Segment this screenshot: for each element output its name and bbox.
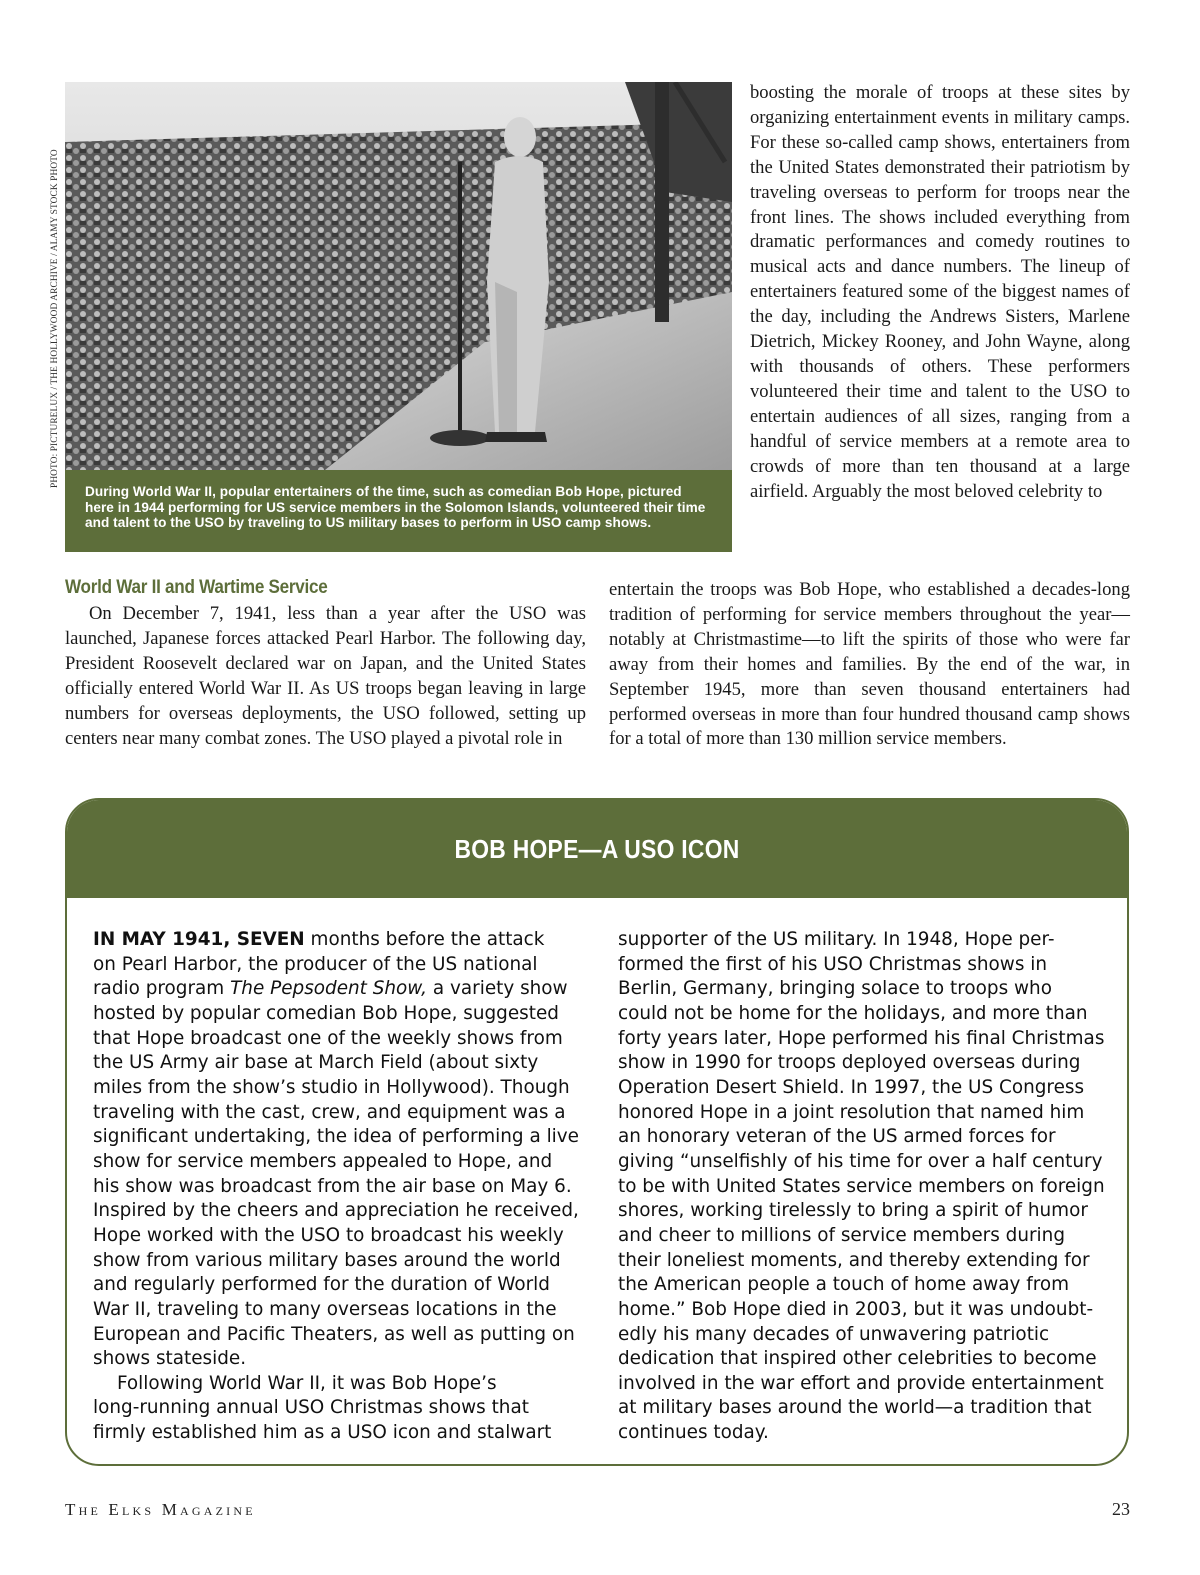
sidebar-line: shows stateside. — [93, 1348, 247, 1370]
sidebar-line: at military bases around the world—a tradition that — [618, 1397, 1092, 1419]
article-text-right-bottom: entertain the troops was Bob Hope, who established a decades-long tradition of performing for service members throughout the year—notably at Christmastime—to lift the spirits of those who were far away from their homes and families. By the end of the war, in September 1945, more than seven thousand entertainers had performed overseas in more than four hundred thousand camp shows for a total of more than 130 million service members. — [609, 579, 1130, 750]
sidebar-line: long-running annual USO Christmas shows that — [93, 1397, 529, 1419]
sidebar-line: supporter of the US military. In 1948, Hope per- — [618, 929, 1055, 950]
photo-illustration — [65, 82, 732, 470]
sidebar-box — [65, 798, 1129, 1466]
sidebar-line: honored Hope in a joint resolution that named him — [618, 1101, 1085, 1123]
section-heading: World War II and Wartime Service — [65, 577, 328, 598]
sidebar-line: show for service members appealed to Hope, and — [93, 1150, 553, 1172]
sidebar-line: and cheer to millions of service members during — [618, 1224, 1065, 1246]
sidebar-line: radio program The Pepsodent Show, a variety show — [93, 978, 568, 1000]
sidebar-line: hosted by popular comedian Bob Hope, suggested — [93, 1002, 559, 1024]
sidebar-line: his show was broadcast from the air base on May 6. — [93, 1175, 572, 1197]
sidebar-line: the American people a touch of home away from — [618, 1274, 1070, 1296]
sidebar-line: the US Army air base at March Field (about sixty — [93, 1052, 539, 1074]
sidebar-line: significant undertaking, the idea of performing a live — [93, 1126, 579, 1148]
article-text-right-top: boosting the morale of troops at these sites by organizing entertainment events in military camps. For these so-called camp shows, entertainers from the United States demonstrated their patriotism by traveling overseas to perform for troops near the front lines. The shows included everything from dramatic performances and comedy routines to musical acts and dance numbers. The lineup of entertainers featured some of the biggest names of the day, including the Andrews Sisters, Marlene Dietrich, Mickey Rooney, and John Wayne, along with thousands of others. These performers volunteered their time and talent to the USO to entertain audiences of all sizes, ranging from a handful of service members at a remote area to crowds of more than ten thousand at a large airfield. Arguably the most beloved celebrity to — [750, 82, 1130, 502]
sidebar-line: on Pearl Harbor, the producer of the US national — [93, 953, 538, 975]
sidebar-line: Following World War II, it was Bob Hope’s — [117, 1372, 497, 1394]
sidebar-header — [67, 800, 1127, 898]
sidebar-line: giving “unselfishly of his time for over a half century — [618, 1150, 1103, 1172]
sidebar-line: shores, working tirelessly to bring a spirit of humor — [618, 1200, 1088, 1222]
show-title: The Pepsodent Show, — [230, 978, 428, 1000]
sidebar-line: traveling with the cast, crew, and equipment was a — [93, 1101, 566, 1123]
sidebar-line: home.” Bob Hope died in 2003, but it was undoubt- — [618, 1298, 1094, 1320]
photo-caption: During World War II, popular entertainers of the time, such as comedian Bob Hope, pictured here in 1944 performing for US service members in the Solomon Islands, volunteered their time and talent to the USO by traveling to US military bases to perform in USO camp shows. — [65, 470, 732, 552]
page-number: 23 — [1112, 1499, 1130, 1519]
sidebar-line: could not be home for the holidays, and more than — [618, 1002, 1088, 1024]
sidebar-line: show from various military bases around the world — [93, 1249, 561, 1271]
sidebar-line: Berlin, Germany, bringing solace to troops who — [618, 978, 1052, 1000]
publication-name: The Elks Magazine — [65, 1500, 256, 1519]
sidebar-line: show in 1990 for troops deployed overseas during — [618, 1052, 1081, 1074]
sidebar-line: dedication that inspired other celebrities to become — [618, 1348, 1097, 1370]
sidebar-line: an honorary veteran of the US armed forces for — [618, 1126, 1056, 1148]
sidebar-line: that Hope broadcast one of the weekly shows from — [93, 1027, 563, 1049]
sidebar-column-right — [618, 928, 1118, 1446]
sidebar-line: to be with United States service members on foreign — [618, 1175, 1105, 1197]
sidebar-line: Operation Desert Shield. In 1997, the US Congress — [618, 1076, 1085, 1098]
sidebar-line: forty years later, Hope performed his final Christmas — [618, 1027, 1105, 1049]
sidebar-line: IN MAY 1941, SEVEN months before the attack — [93, 929, 545, 950]
sidebar-line: and regularly performed for the duration of World — [93, 1274, 550, 1296]
sidebar-lead: IN MAY 1941, SEVEN — [93, 929, 305, 950]
sidebar-line: European and Pacific Theaters, as well as putting on — [93, 1323, 575, 1345]
sidebar-line: continues today. — [618, 1422, 769, 1444]
sidebar-line: Hope worked with the USO to broadcast his weekly — [93, 1224, 564, 1246]
sidebar-line: edly his many decades of unwavering patriotic — [618, 1323, 1050, 1345]
bob-hope-photo — [65, 82, 732, 470]
photo-credit: PHOTO: PICTURELUX / THE HOLLYWOOD ARCHIVE / ALAMY STOCK PHOTO — [50, 149, 60, 488]
article-text-left: On December 7, 1941, less than a year after the USO was launched, Japanese forces attacked Pearl Harbor. The following day, President Roosevelt declared war on Japan, and the United States officially entered World War II. As US troops began leaving in large numbers for overseas deployments, the USO followed, setting up centers near many combat zones. The USO played a pivotal role in — [65, 603, 586, 749]
sidebar-title: BOB HOPE—A USO ICON — [454, 833, 740, 864]
sidebar-line: involved in the war effort and provide entertainment — [618, 1372, 1104, 1394]
sidebar-column-left — [93, 928, 593, 1446]
sidebar-line: formed the first of his USO Christmas shows in — [618, 953, 1048, 975]
sidebar-line: miles from the show’s studio in Hollywood). Though — [93, 1076, 570, 1098]
sidebar-line: War II, traveling to many overseas locations in the — [93, 1298, 557, 1320]
sidebar-line: Inspired by the cheers and appreciation he received, — [93, 1200, 579, 1222]
sidebar-line: firmly established him as a USO icon and stalwart — [93, 1422, 552, 1444]
sidebar-line: their loneliest moments, and thereby extending for — [618, 1249, 1090, 1271]
